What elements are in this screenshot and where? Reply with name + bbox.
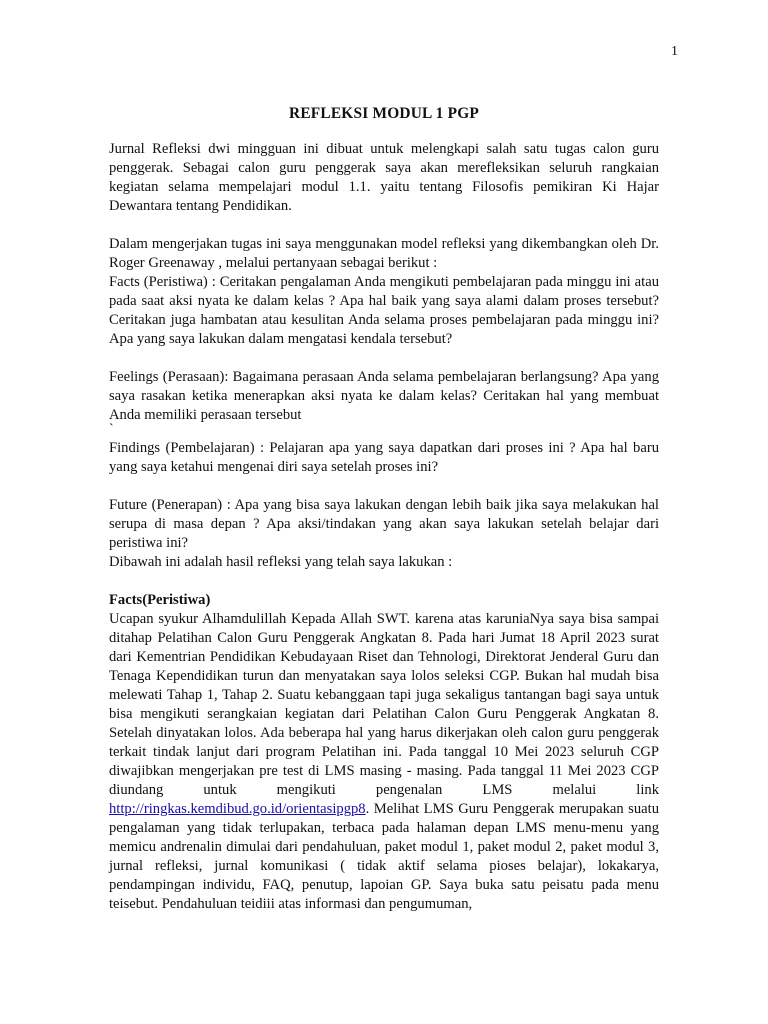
paragraph-spacer xyxy=(109,572,659,591)
facts-question: Facts (Peristiwa) : Ceritakan pengalaman Anda mengikuti pembelajaran pada minggu ini atau pada saat aksi nyata ke dalam kelas ? Apa hal baik yang saya alami dalam proses tersebut? Ceritakan juga hambatan atau kesulitan Anda selama proses pembelajaran pada minggu ini? Apa yang saya lakukan dalam mengatasi kendala tersebut? xyxy=(109,274,659,347)
findings-question: Findings (Pembelajaran) : Pelajaran apa yang saya dapatkan dari proses ini ? Apa hal baru yang saya ketahui mengenai diri saya setelah proses ini? xyxy=(109,440,659,475)
document-title: REFLEKSI MODUL 1 PGP xyxy=(289,105,479,122)
paragraph-spacer xyxy=(109,349,659,368)
feelings-question: Feelings (Perasaan): Bagaimana perasaan Anda selama pembelajaran berlangsung? Apa yang saya rasakan ketika menerapkan aksi nyata ke dalam kelas? Ceritakan hal yang membuat Anda memiliki perasaan tersebut xyxy=(109,369,659,423)
page-number: 1 xyxy=(671,44,678,59)
paragraph-spacer xyxy=(109,216,659,235)
paragraph-spacer xyxy=(109,477,659,496)
intro-paragraph: Jurnal Refleksi dwi mingguan ini dibuat untuk melengkapi salah satu tugas calon guru penggerak. Sebagai calon guru penggerak saya akan merefleksikan seluruh rangkaian kegiatan selama mempelajari modul 1.1. yaitu tentang Filosofis pemikiran Ki Hajar Dewantara tentang Pendidikan. xyxy=(109,141,659,214)
future-question: Future (Penerapan) : Apa yang bisa saya lakukan dengan lebih baik jika saya melakukan hal serupa di masa depan ? Apa aksi/tindakan yang akan saya lakukan setelah belajar dari peristiwa ini? xyxy=(109,497,659,551)
result-intro: Dibawah ini adalah hasil refleksi yang telah saya lakukan : xyxy=(109,554,453,570)
facts-section-heading: Facts(Peristiwa) xyxy=(109,592,211,608)
body-text-part-1: Ucapan syukur Alhamdulillah Kepada Allah SWT. karena atas karuniaNya saya bisa sampai ditahap Pelatihan Calon Guru Penggerak Angkatan 8. Pada hari Jumat 18 April 2023 surat dari Kementrian Pendidikan Kebudayaan Riset dan Tehnologi, Direktorat Jenderal Guru dan Tenaga Kependidikan turun dan menyatakan saya lolos seleksi CGP. Bukan hal mudah bisa melewati Tahap 1, Tahap 2. Suatu kebanggaan tapi juga sekaligus tantangan bagi saya untuk bisa mengikuti serangkaian kegiatan dari Pelatihan Calon Guru Penggerak Angkatan 8. Setelah dinyatakan lolos. Ada beberapa hal yang harus dikerjakan oleh calon guru penggerak terkait tindak lanjut dari program Pelatihan ini. Pada tanggal 10 Mei 2023 seluruh CGP diwajibkan mengerjakan pre test di LMS masing - masing. Pada tanggal 11 Mei 2023 CGP diundang untuk mengikuti pengenalan LMS melalui link xyxy=(109,611,659,798)
stray-mark: ` xyxy=(109,422,114,437)
body-text-part-2: . Melihat LMS Guru Penggerak merupakan suatu pengalaman yang tidak terlupakan, terbaca pada halaman depan LMS menu-menu yang memicu andrenalin dimulai dari pendahuluan, paket modul 1, paket modul 2, paket modul 3, jurnal refleksi, jurnal komunikasi ( tidak aktif selama pioses belajar), lokakarya, pendampingan individu, FAQ, penutup, lapoian GP. Saya buka satu peisatu pada menu teisebut. Pendahuluan teidiii atas informasi dan pengumuman, xyxy=(109,801,659,912)
facts-section-body xyxy=(109,610,659,914)
orientation-link[interactable]: http://ringkas.kemdibud.go.id/orientasipgp8 xyxy=(109,801,366,817)
model-intro-paragraph: Dalam mengerjakan tugas ini saya menggunakan model refleksi yang dikembangkan oleh Dr. Roger Greenaway , melalui pertanyaan sebagai berikut : xyxy=(109,236,659,271)
document-body xyxy=(109,104,659,914)
